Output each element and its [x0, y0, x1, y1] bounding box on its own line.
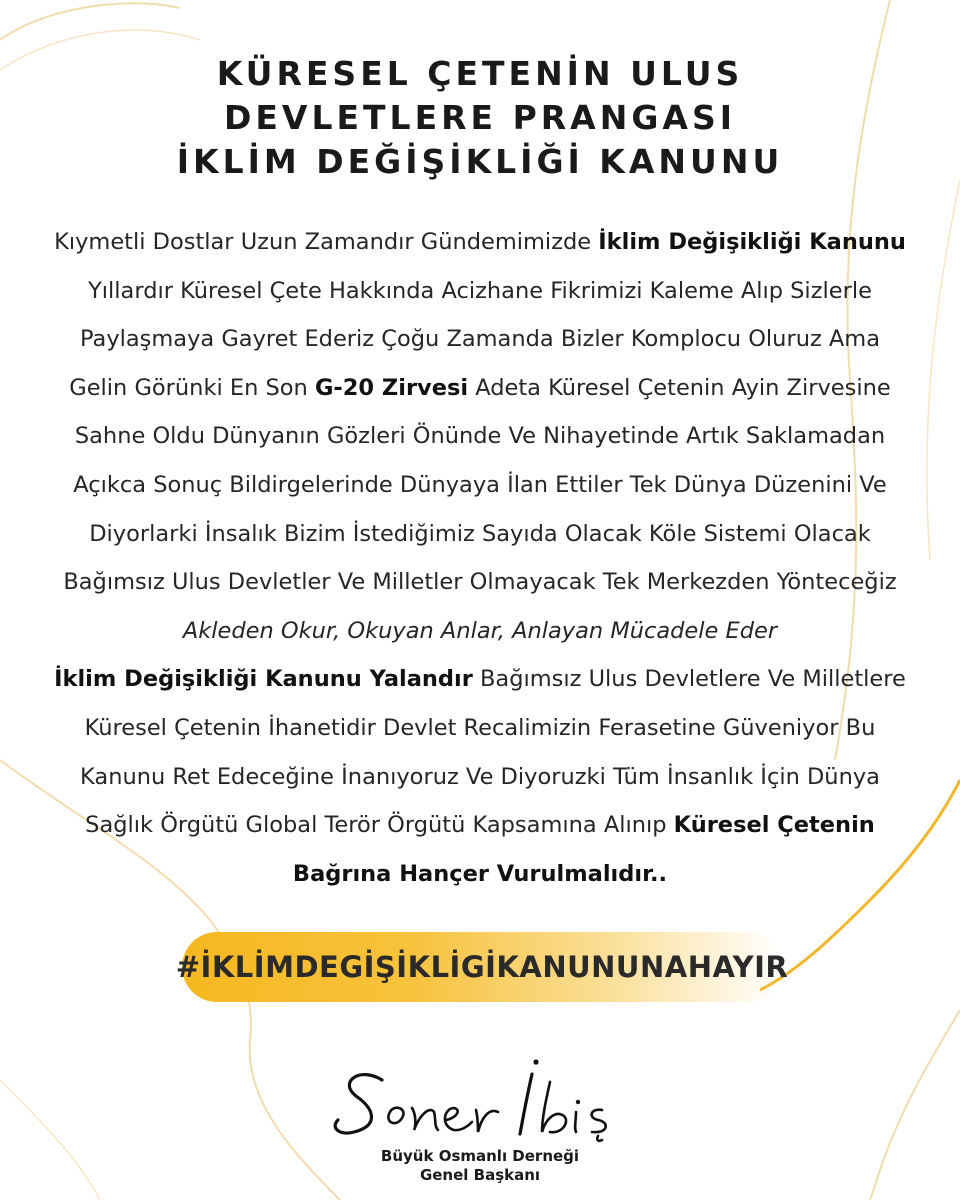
body-line: [20, 801, 940, 850]
body-line: Yıllardır Küresel Çete Hakkında Acizhane Fikrimizi Kaleme Alıp Sizlerle: [88, 277, 872, 304]
body-text-segment: Bağımsız Ulus Devletlere Ve Milletlere: [472, 666, 906, 693]
body-text-segment: Gelin Görünki En Son: [69, 374, 315, 401]
bottom-right-curve: [870, 1010, 960, 1200]
quote-line: Akleden Okur, Okuyan Anlar, Anlayan Mücadele Eder: [182, 617, 778, 644]
body-line: Sahne Oldu Dünyanın Gözleri Önünde Ve Nihayetinde Artık Saklamadan: [74, 423, 886, 450]
body-emphasis: İklim Değişikliği Kanunu: [598, 229, 906, 255]
body-line: [20, 364, 940, 413]
body-line: Açıkca Sonuç Bildirgelerinde Dünyaya İlan Ettiler Tek Dünya Düzenini Ve: [73, 471, 887, 498]
signature-org: Büyük Osmanlı Derneği: [380, 1147, 580, 1165]
body-line: Bağımsız Ulus Devletler Ve Milletler Olmayacak Tek Merkezden Yönteceğiz: [63, 569, 897, 596]
hashtag-text: #İKLİMDEGİŞİKLİGİKANUNUNAHAYIR: [175, 950, 789, 984]
body-line: Paylaşmaya Gayret Ederiz Çoğu Zamanda Bizler Komplocu Oluruz Ama: [79, 326, 881, 353]
signature-stroke: [335, 1075, 382, 1133]
hashtag-banner: [175, 932, 789, 1002]
signature-stroke: [476, 1110, 498, 1132]
body-line: Küresel Çetenin İhanetidir Devlet Recalimizin Ferasetine Güveniyor Bu: [84, 714, 876, 741]
body-line: Diyorlarki İnsalık Bizim İstediğimiz Sayıda Olacak Köle Sistemi Olacak: [89, 520, 871, 547]
body-emphasis: İklim Değişikliği Kanunu Yalandır: [54, 666, 473, 693]
body-line: [20, 655, 940, 704]
title-line: DEVLETLERE PRANGASI: [224, 98, 736, 137]
body-text-segment: Sağlık Örgütü Global Terör Örgütü Kapsamına Alınıp: [85, 812, 674, 839]
signature-dot: [533, 1059, 538, 1064]
body-emphasis: G-20 Zirvesi: [314, 374, 469, 401]
signature-stroke: [575, 1112, 576, 1132]
bottom-left-curve-2: [0, 1080, 100, 1200]
signature-role: Genel Başkanı: [419, 1166, 541, 1184]
body-text-segment: Kıymetli Dostlar Uzun Zamandır Gündemimizde: [54, 229, 599, 255]
signature-stroke: [592, 1110, 606, 1141]
signature-caption: [330, 1147, 630, 1185]
title-line: KÜRESEL ÇETENİN ULUS: [216, 54, 744, 93]
title-line: İKLİM DEĞİŞİKLİĞİ KANUNU: [176, 142, 784, 181]
body-line: [20, 850, 940, 899]
body-emphasis: Küresel Çetenin: [673, 812, 875, 839]
signature-dot: [576, 1100, 580, 1104]
signature-stroke: [388, 1108, 403, 1123]
signature-stroke: [412, 1108, 438, 1130]
body-emphasis: Bağrına Hançer Vurulmalıdır..: [292, 860, 668, 887]
signature-stroke: [520, 1074, 532, 1134]
page-title: [80, 52, 880, 184]
signature: [320, 1052, 640, 1148]
message-body: [20, 218, 940, 898]
body-line: [20, 218, 940, 267]
top-left-curve: [0, 3, 180, 40]
signature-stroke: [445, 1108, 472, 1130]
body-text-segment: Adeta Küresel Çetenin Ayin Zirvesine: [468, 374, 891, 401]
body-line: Kanunu Ret Edeceğine İnanıyoruz Ve Diyoruzki Tüm İnsanlık İçin Dünya: [80, 763, 880, 790]
signature-stroke: [542, 1082, 566, 1132]
